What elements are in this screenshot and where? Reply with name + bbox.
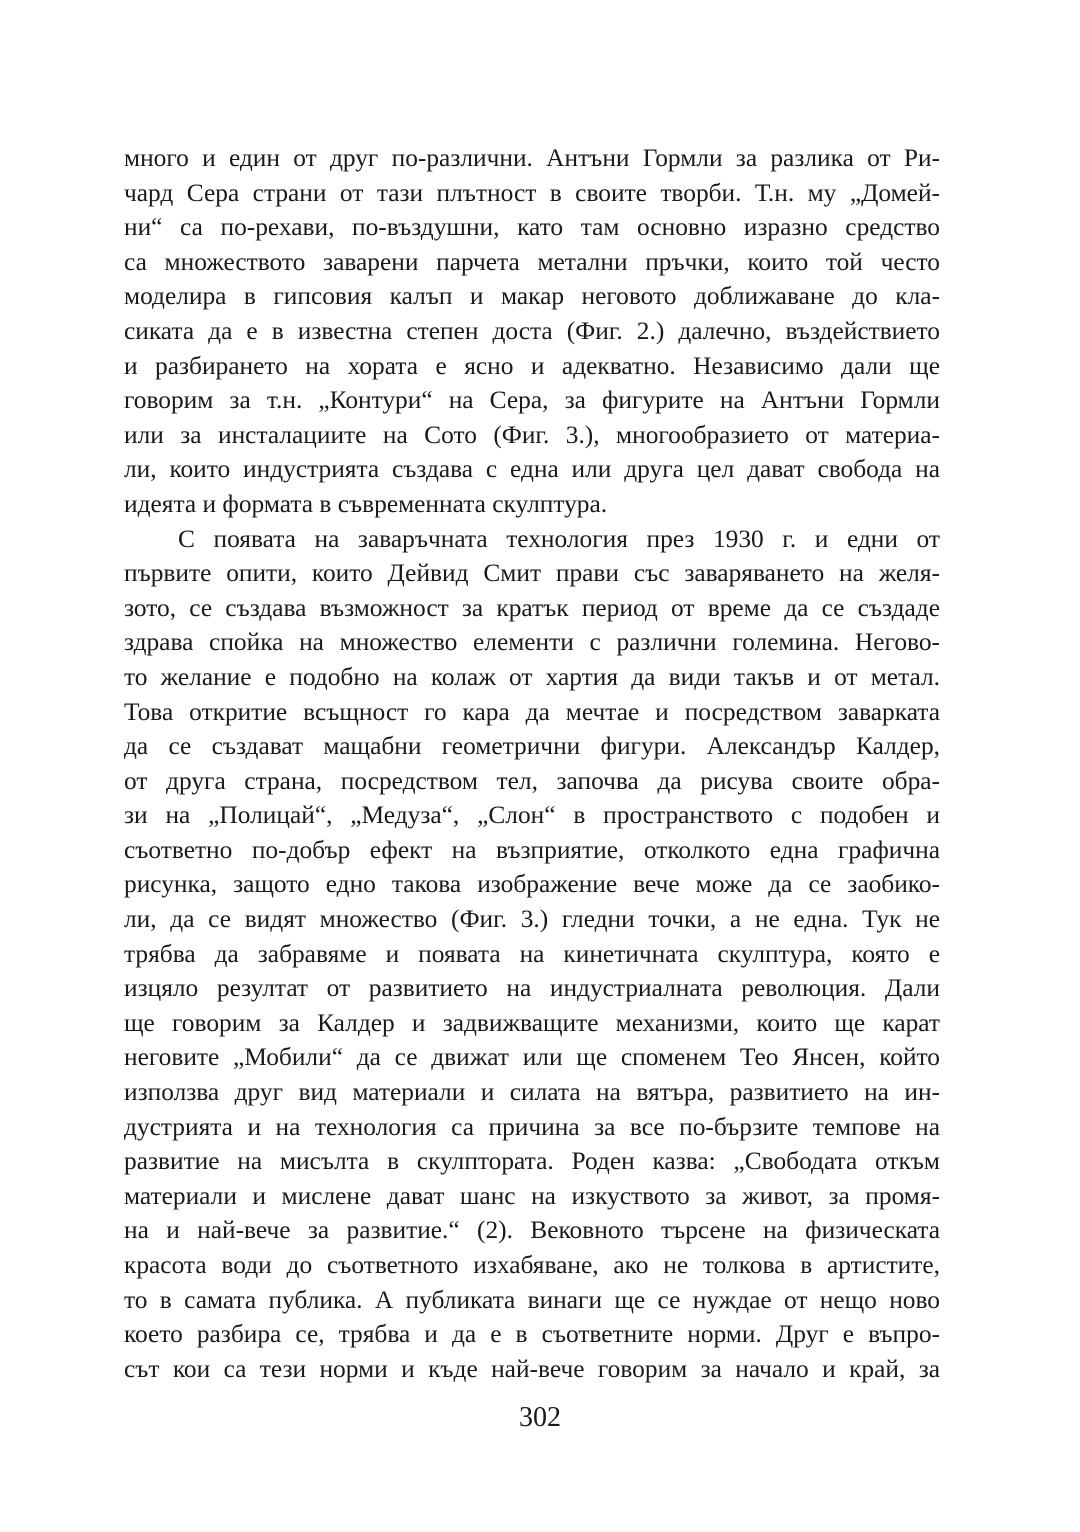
text-line: от друга страна, посредством тел, започва да рисува своите обра-: [124, 766, 940, 795]
text-line: ще говорим за Калдер и задвижващите механизми, които ще карат: [124, 1008, 940, 1037]
page-number: 302: [519, 1402, 561, 1433]
text-line: ли, да се видят множество (Фиг. 3.) гледни точки, а не една. Тук не: [124, 905, 940, 934]
text-line: изцяло резултат от развитието на индустриалната революция. Дали: [124, 974, 940, 1003]
text-line: са множеството заварени парчета метални пръчки, които той често: [124, 247, 940, 276]
text-line: дустрията и на технология са причина за все по-бързите темпове на: [124, 1112, 940, 1141]
text-line: трябва да забравяме и появата на кинетичната скулптура, която е: [124, 939, 940, 968]
text-line: красота води до съответното изхабяване, ако не толкова в артистите,: [124, 1251, 940, 1279]
text-line: моделира в гипсовия калъп и макар неговото доближаване до кла-: [124, 282, 940, 311]
paragraph-1: [124, 141, 940, 522]
text-line: използва друг вид материали и силата на вятъра, развитието на ин-: [124, 1078, 940, 1107]
text-line: то желание е подобно на колаж от хартия да види такъв и от метал.: [124, 662, 940, 691]
text-line: сът кои са тези норми и къде най-вече говорим за начало и край, за: [124, 1354, 940, 1383]
text-line: развитие на мисълта в скулптората. Роден казва: „Свободата откъм: [124, 1147, 940, 1176]
text-line: С появата на заваръчната технология през 1930 г. и едни от: [178, 524, 940, 553]
text-line: много и един от друг по-различни. Антъни Гормли за разлика от Ри-: [124, 144, 940, 172]
text-line: ли, които индустрията създава с една или друга цел дават свобода на: [124, 455, 940, 484]
text-line: зото, се създава възможност за кратък период от време да се създаде: [124, 593, 940, 622]
text-line: което разбира се, трябва и да е в съответните норми. Друг е въпро-: [124, 1320, 940, 1349]
text-line: съответно по-добър ефект на възприятие, отколкото една графична: [124, 835, 940, 864]
text-line: говорим за т.н. „Контури“ на Сера, за фигурите на Антъни Гормли: [124, 386, 940, 415]
text-line: Това откритие всъщност го кара да мечтае и посредством заварката: [124, 697, 940, 726]
text-line: материали и мислене дават шанс на изкуството за живот, за промя-: [124, 1181, 940, 1210]
text-line: идеята и формата в съвременната скулптура.: [124, 489, 608, 518]
text-line: или за инсталациите на Сото (Фиг. 3.), многообразието от материа-: [124, 420, 940, 449]
text-line: да се създават мащабни геометрични фигури. Александър Калдер,: [124, 732, 940, 761]
text-line: първите опити, които Дейвид Смит прави със заваряването на желя-: [124, 559, 940, 588]
text-line: чард Сера страни от тази плътност в своите творби. Т.н. му „Домей-: [124, 178, 940, 207]
body-text: [124, 141, 940, 1386]
text-line: зи на „Полицай“, „Медуза“, „Слон“ в пространството с подобен и: [124, 801, 940, 830]
text-line: сиката да е в известна степен доста (Фиг. 2.) далечно, въздействието: [124, 316, 940, 345]
text-line: ни“ са по-рехави, по-въздушни, като там основно изразно средство: [124, 213, 940, 242]
text-line: то в самата публика. А публиката винаги ще се нуждае от нещо ново: [124, 1285, 940, 1314]
text-line: на и най-вече за развитие.“ (2). Вековното търсене на физическата: [124, 1216, 940, 1245]
text-line: рисунка, защото едно такова изображение вече може да се заобико-: [124, 870, 940, 899]
text-line: неговите „Мобили“ да се движат или ще споменем Тео Янсен, който: [124, 1043, 940, 1072]
paragraph-2: [124, 522, 940, 1387]
text-line: здрава спойка на множество елементи с различни големина. Негово-: [124, 628, 940, 657]
text-line: и разбирането на хората е ясно и адекватно. Независимо дали ще: [124, 351, 940, 380]
